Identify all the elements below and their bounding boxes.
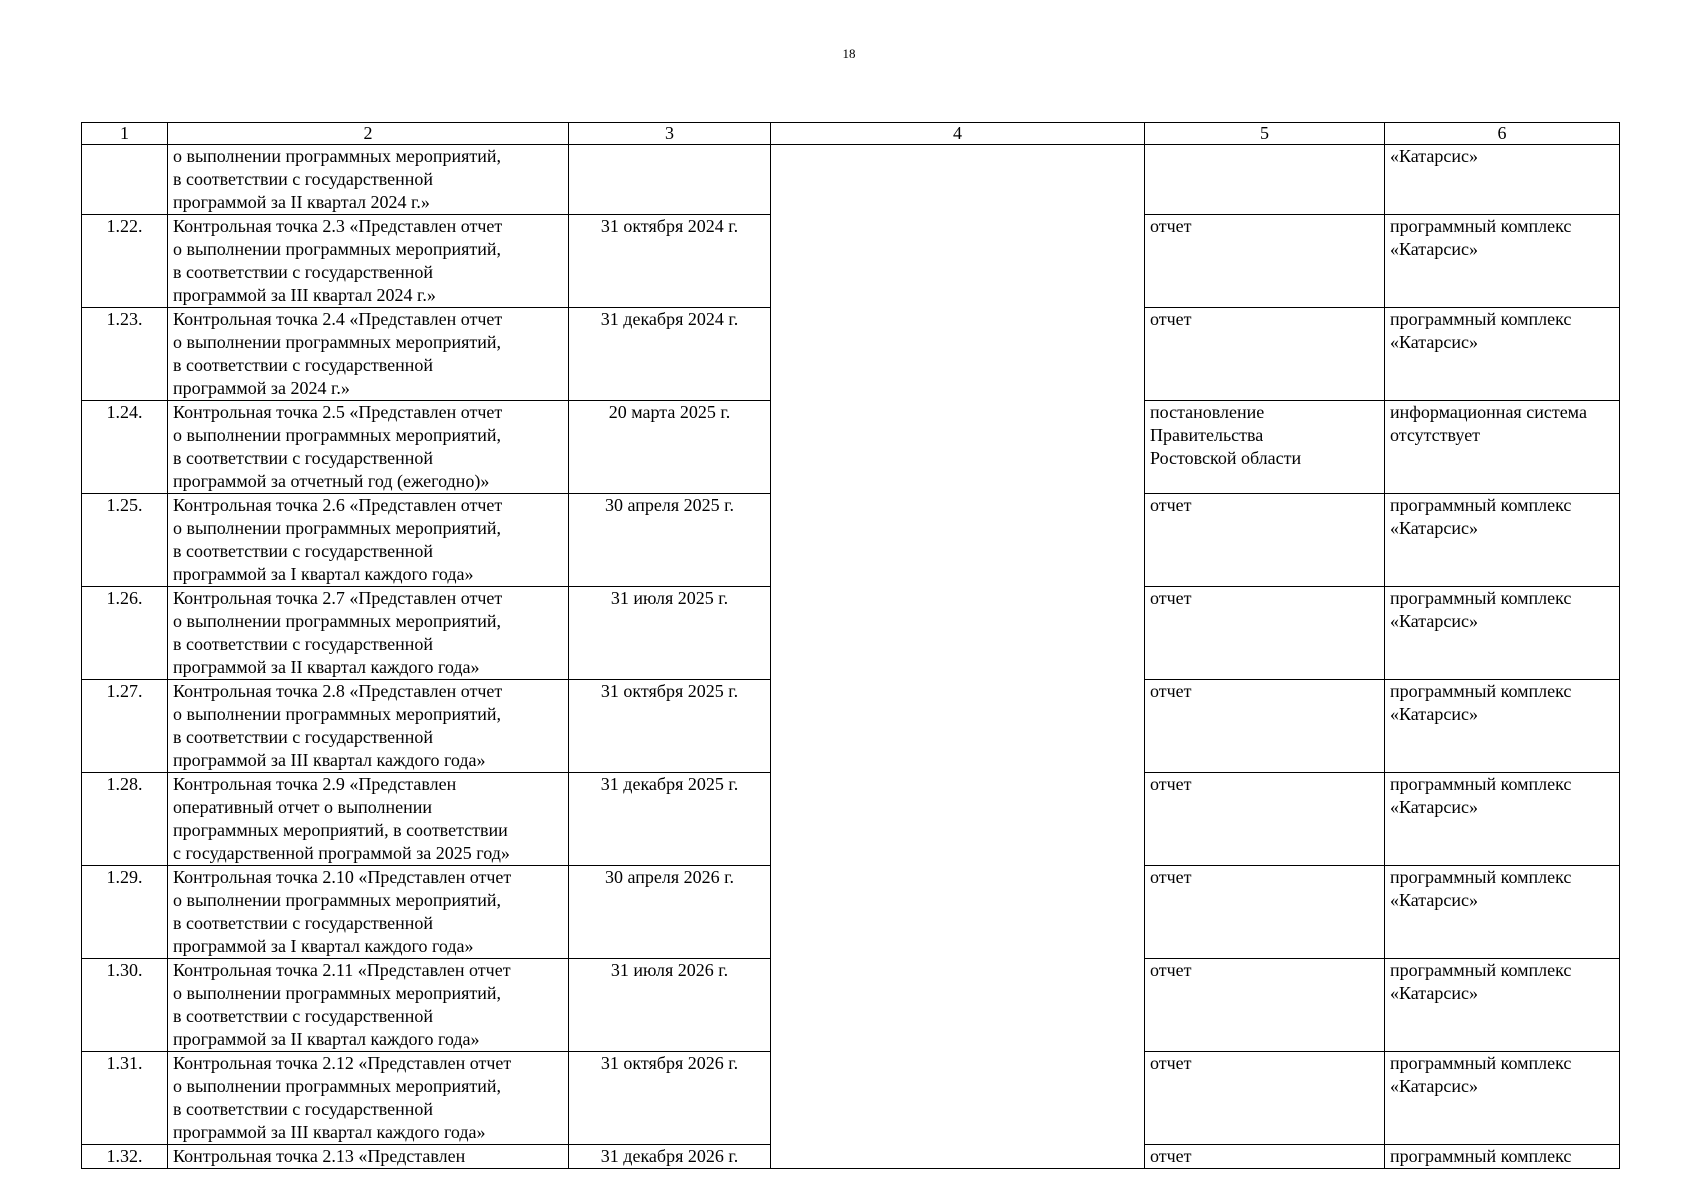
row-date-cell: 31 декабря 2024 г. — [569, 308, 771, 401]
row-system-cell: программный комплекс «Катарсис» — [1385, 866, 1620, 959]
header-col-1: 1 — [82, 123, 168, 145]
row-col4-cell — [771, 308, 1145, 401]
header-col-6: 6 — [1385, 123, 1620, 145]
table-row — [82, 680, 1620, 773]
row-date-cell: 31 декабря 2026 г. — [569, 1145, 771, 1169]
row-system-cell: программный комплекс «Катарсис» — [1385, 587, 1620, 680]
table-row — [82, 145, 1620, 215]
row-col4-cell — [771, 866, 1145, 959]
row-number-cell — [82, 145, 168, 215]
row-date-cell: 31 июля 2026 г. — [569, 959, 771, 1052]
page-number: 18 — [842, 46, 856, 61]
header-col-5: 5 — [1145, 123, 1385, 145]
row-date-cell: 31 октября 2025 г. — [569, 680, 771, 773]
row-number-cell: 1.22. — [82, 215, 168, 308]
row-col4-cell — [771, 215, 1145, 308]
row-system-cell: программный комплекс «Катарсис» — [1385, 1052, 1620, 1145]
row-date-cell: 31 октября 2026 г. — [569, 1052, 771, 1145]
table-body — [82, 145, 1620, 1169]
row-description-cell: Контрольная точка 2.11 «Представлен отчет о выполнении программных мероприятий, в соответствии с государственной программой за II квартал каждого года» — [168, 959, 569, 1052]
row-document-cell: отчет — [1145, 959, 1385, 1052]
row-description-cell: Контрольная точка 2.7 «Представлен отчет о выполнении программных мероприятий, в соответствии с государственной программой за II квартал каждого года» — [168, 587, 569, 680]
row-number-cell: 1.24. — [82, 401, 168, 494]
row-document-cell: отчет — [1145, 308, 1385, 401]
row-date-cell: 31 октября 2024 г. — [569, 215, 771, 308]
row-col4-cell — [771, 401, 1145, 494]
row-col4-cell — [771, 1052, 1145, 1145]
row-document-cell: отчет — [1145, 1052, 1385, 1145]
row-description-cell: Контрольная точка 2.3 «Представлен отчет о выполнении программных мероприятий, в соответствии с государственной программой за III квартал 2024 г.» — [168, 215, 569, 308]
table-row — [82, 401, 1620, 494]
header-col-4: 4 — [771, 123, 1145, 145]
table-row — [82, 1145, 1620, 1169]
row-date-cell — [569, 145, 771, 215]
header-row — [82, 123, 1620, 145]
row-description-cell: Контрольная точка 2.5 «Представлен отчет о выполнении программных мероприятий, в соответствии с государственной программой за отчетный год (ежегодно)» — [168, 401, 569, 494]
row-system-cell: программный комплекс — [1385, 1145, 1620, 1169]
row-date-cell: 31 декабря 2025 г. — [569, 773, 771, 866]
row-document-cell: отчет — [1145, 866, 1385, 959]
row-col4-cell — [771, 773, 1145, 866]
row-system-cell: информационная система отсутствует — [1385, 401, 1620, 494]
row-system-cell: «Катарсис» — [1385, 145, 1620, 215]
table-row — [82, 1052, 1620, 1145]
row-system-cell: программный комплекс «Катарсис» — [1385, 773, 1620, 866]
table-row — [82, 866, 1620, 959]
row-number-cell: 1.25. — [82, 494, 168, 587]
row-col4-cell — [771, 587, 1145, 680]
row-description-cell: Контрольная точка 2.13 «Представлен — [168, 1145, 569, 1169]
table-row — [82, 215, 1620, 308]
row-document-cell — [1145, 145, 1385, 215]
row-number-cell: 1.30. — [82, 959, 168, 1052]
header-col-2: 2 — [168, 123, 569, 145]
table-row — [82, 959, 1620, 1052]
row-description-cell: о выполнении программных мероприятий, в соответствии с государственной программой за II квартал 2024 г.» — [168, 145, 569, 215]
row-system-cell: программный комплекс «Катарсис» — [1385, 215, 1620, 308]
row-document-cell: отчет — [1145, 773, 1385, 866]
row-number-cell: 1.28. — [82, 773, 168, 866]
table-row — [82, 494, 1620, 587]
row-system-cell: программный комплекс «Катарсис» — [1385, 680, 1620, 773]
row-system-cell: программный комплекс «Катарсис» — [1385, 959, 1620, 1052]
row-document-cell: отчет — [1145, 494, 1385, 587]
row-system-cell: программный комплекс «Катарсис» — [1385, 494, 1620, 587]
table-row — [82, 773, 1620, 866]
row-document-cell: отчет — [1145, 680, 1385, 773]
row-description-cell: Контрольная точка 2.4 «Представлен отчет о выполнении программных мероприятий, в соответствии с государственной программой за 2024 г.» — [168, 308, 569, 401]
control-points-table — [81, 122, 1620, 1169]
row-date-cell: 31 июля 2025 г. — [569, 587, 771, 680]
row-description-cell: Контрольная точка 2.10 «Представлен отчет о выполнении программных мероприятий, в соответствии с государственной программой за I квартал каждого года» — [168, 866, 569, 959]
row-number-cell: 1.23. — [82, 308, 168, 401]
table-header — [82, 123, 1620, 145]
row-system-cell: программный комплекс «Катарсис» — [1385, 308, 1620, 401]
table-row — [82, 308, 1620, 401]
row-description-cell: Контрольная точка 2.8 «Представлен отчет о выполнении программных мероприятий, в соответствии с государственной программой за III квартал каждого года» — [168, 680, 569, 773]
row-date-cell: 30 апреля 2025 г. — [569, 494, 771, 587]
row-number-cell: 1.32. — [82, 1145, 168, 1169]
row-description-cell: Контрольная точка 2.12 «Представлен отчет о выполнении программных мероприятий, в соответствии с государственной программой за III квартал каждого года» — [168, 1052, 569, 1145]
table-row — [82, 587, 1620, 680]
row-description-cell: Контрольная точка 2.6 «Представлен отчет о выполнении программных мероприятий, в соответствии с государственной программой за I квартал каждого года» — [168, 494, 569, 587]
row-document-cell: постановление Правительства Ростовской области — [1145, 401, 1385, 494]
row-document-cell: отчет — [1145, 215, 1385, 308]
row-date-cell: 30 апреля 2026 г. — [569, 866, 771, 959]
row-document-cell: отчет — [1145, 587, 1385, 680]
row-date-cell: 20 марта 2025 г. — [569, 401, 771, 494]
row-col4-cell — [771, 680, 1145, 773]
row-col4-cell — [771, 494, 1145, 587]
header-col-3: 3 — [569, 123, 771, 145]
row-number-cell: 1.31. — [82, 1052, 168, 1145]
row-col4-cell — [771, 959, 1145, 1052]
row-number-cell: 1.29. — [82, 866, 168, 959]
row-col4-cell — [771, 1145, 1145, 1169]
row-description-cell: Контрольная точка 2.9 «Представлен оперативный отчет о выполнении программных мероприятий, в соответствии с государственной программой за 2025 год» — [168, 773, 569, 866]
row-number-cell: 1.27. — [82, 680, 168, 773]
row-number-cell: 1.26. — [82, 587, 168, 680]
row-col4-cell — [771, 145, 1145, 215]
row-document-cell: отчет — [1145, 1145, 1385, 1169]
